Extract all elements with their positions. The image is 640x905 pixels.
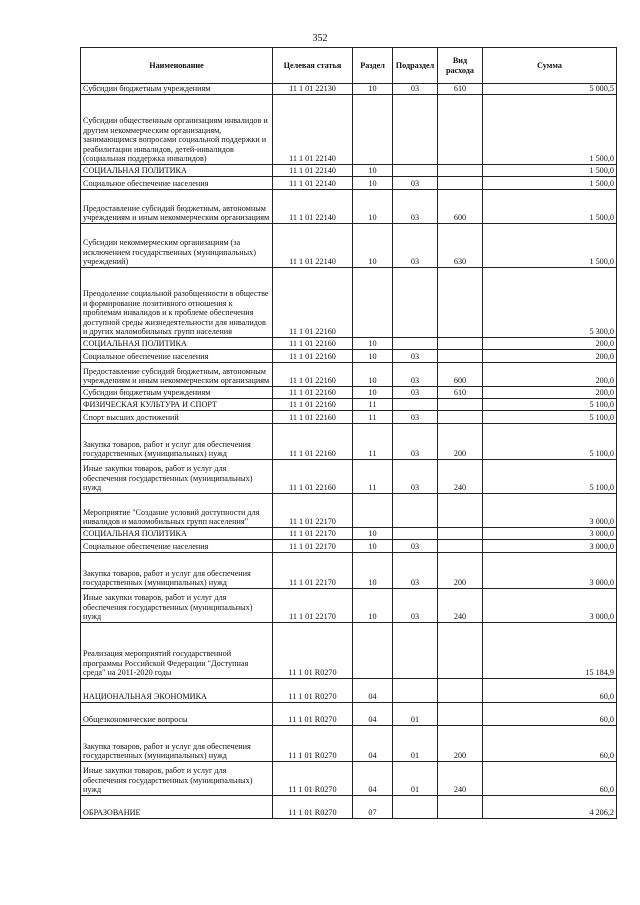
row-subsection: 03	[393, 350, 438, 363]
row-name: Закупка товаров, работ и услуг для обеспечения государственных (муниципальных) нужд	[81, 553, 273, 589]
row-sum: 3 000,0	[483, 528, 617, 540]
table-row	[81, 679, 617, 703]
table-row	[81, 623, 617, 679]
table-row	[81, 350, 617, 363]
row-section: 10	[353, 177, 393, 190]
row-section: 10	[353, 338, 393, 350]
row-sum: 1 500,0	[483, 190, 617, 224]
row-section: 04	[353, 762, 393, 796]
row-code: 11 1 01 22160	[273, 338, 353, 350]
header-section: Раздел	[353, 48, 393, 84]
row-name: Иные закупки товаров, работ и услуг для обеспечения государственных (муниципальных) нужд	[81, 762, 273, 796]
row-section: 10	[353, 553, 393, 589]
header-expense-type: Вид расхода	[438, 48, 483, 84]
table-row	[81, 84, 617, 95]
row-code: 11 1 01 22170	[273, 553, 353, 589]
row-code: 11 1 01 22170	[273, 494, 353, 528]
row-sum: 5 100,0	[483, 399, 617, 411]
row-name: ФИЗИЧЕСКАЯ КУЛЬТУРА И СПОРТ	[81, 399, 273, 411]
row-section: 11	[353, 399, 393, 411]
row-name: Социальное обеспечение населения	[81, 177, 273, 190]
row-name: Иные закупки товаров, работ и услуг для обеспечения государственных (муниципальных) нужд	[81, 589, 273, 623]
row-section: 10	[353, 84, 393, 95]
row-code: 11 1 01 22170	[273, 589, 353, 623]
row-expense-type	[438, 411, 483, 424]
table-row	[81, 540, 617, 553]
row-name: Спорт высших достижений	[81, 411, 273, 424]
row-code: 11 1 01 22160	[273, 411, 353, 424]
row-expense-type: 610	[438, 387, 483, 399]
row-code: 11 1 01 R0270	[273, 623, 353, 679]
row-subsection: 03	[393, 387, 438, 399]
row-expense-type	[438, 540, 483, 553]
row-code: 11 1 01 R0270	[273, 762, 353, 796]
row-sum: 1 500,0	[483, 177, 617, 190]
row-section: 10	[353, 528, 393, 540]
row-section: 11	[353, 424, 393, 460]
row-expense-type	[438, 703, 483, 726]
table-row	[81, 589, 617, 623]
row-sum: 4 206,2	[483, 796, 617, 819]
row-name: Преодоление социальной разобщенности в обществе и формирование позитивного отношения к проблемам инвалидов и к проблеме обеспечения доступной среды жизнедеятельности для инвалидов и других маломобильных групп населения	[81, 268, 273, 338]
table-row	[81, 399, 617, 411]
row-subsection: 01	[393, 726, 438, 762]
row-name: Предоставление субсидий бюджетным, автономным учреждениям и иным некоммерческим организациям	[81, 190, 273, 224]
row-subsection	[393, 796, 438, 819]
table-row	[81, 165, 617, 177]
row-code: 11 1 01 22140	[273, 177, 353, 190]
row-subsection: 03	[393, 224, 438, 268]
row-sum: 1 500,0	[483, 224, 617, 268]
table-row	[81, 796, 617, 819]
row-subsection: 03	[393, 460, 438, 494]
row-subsection	[393, 528, 438, 540]
row-sum: 3 000,0	[483, 540, 617, 553]
row-subsection: 03	[393, 553, 438, 589]
row-subsection: 03	[393, 540, 438, 553]
row-name: СОЦИАЛЬНАЯ ПОЛИТИКА	[81, 338, 273, 350]
row-section: 10	[353, 165, 393, 177]
header-code: Целевая статья	[273, 48, 353, 84]
table-row	[81, 726, 617, 762]
row-section: 10	[353, 589, 393, 623]
row-expense-type: 200	[438, 553, 483, 589]
row-subsection: 03	[393, 411, 438, 424]
table-row	[81, 95, 617, 165]
row-subsection	[393, 494, 438, 528]
row-section	[353, 95, 393, 165]
row-expense-type	[438, 95, 483, 165]
row-section: 04	[353, 726, 393, 762]
row-name: Предоставление субсидий бюджетным, автономным учреждениям и иным некоммерческим организациям	[81, 363, 273, 387]
row-name: Реализация мероприятий государственной программы Российской Федерации "Доступная среда" на 2011-2020 годы	[81, 623, 273, 679]
row-sum: 200,0	[483, 338, 617, 350]
row-expense-type	[438, 165, 483, 177]
row-sum: 3 000,0	[483, 494, 617, 528]
row-sum: 3 000,0	[483, 589, 617, 623]
row-subsection: 01	[393, 762, 438, 796]
row-name: Субсидии бюджетным учреждениям	[81, 387, 273, 399]
row-subsection	[393, 95, 438, 165]
row-code: 11 1 01 22140	[273, 95, 353, 165]
row-name: Субсидии общественным организациям инвалидов и другим некоммерческим организациям, занимающимся вопросами социальной поддержки и реабилитации инвалидов, детей-инвалидов (социальная поддержка инвалидов)	[81, 95, 273, 165]
table-row	[81, 177, 617, 190]
row-code: 11 1 01 22160	[273, 363, 353, 387]
row-sum: 1 500,0	[483, 95, 617, 165]
table-row	[81, 528, 617, 540]
row-section: 11	[353, 411, 393, 424]
row-expense-type: 600	[438, 363, 483, 387]
row-code: 11 1 01 22130	[273, 84, 353, 95]
table-row	[81, 494, 617, 528]
row-sum: 5 100,0	[483, 424, 617, 460]
row-code: 11 1 01 22140	[273, 224, 353, 268]
row-expense-type: 200	[438, 424, 483, 460]
row-code: 11 1 01 22160	[273, 350, 353, 363]
row-sum: 60,0	[483, 679, 617, 703]
row-sum: 60,0	[483, 726, 617, 762]
table-row	[81, 338, 617, 350]
row-expense-type	[438, 338, 483, 350]
header-sum: Сумма	[483, 48, 617, 84]
table-row	[81, 387, 617, 399]
row-name: Мероприятие "Создание условий доступности для инвалидов и маломобильных групп населения"	[81, 494, 273, 528]
table-row	[81, 224, 617, 268]
row-expense-type	[438, 494, 483, 528]
row-sum: 60,0	[483, 703, 617, 726]
row-section: 11	[353, 460, 393, 494]
row-name: Субсидии некоммерческим организациям (за исключением государственных (муниципальных) учреждений)	[81, 224, 273, 268]
row-expense-type	[438, 679, 483, 703]
row-code: 11 1 01 22140	[273, 165, 353, 177]
row-name: Иные закупки товаров, работ и услуг для обеспечения государственных (муниципальных) нужд	[81, 460, 273, 494]
row-expense-type	[438, 399, 483, 411]
row-expense-type	[438, 528, 483, 540]
row-sum: 200,0	[483, 387, 617, 399]
row-code: 11 1 01 R0270	[273, 679, 353, 703]
row-subsection	[393, 623, 438, 679]
table-row	[81, 460, 617, 494]
row-sum: 5 100,0	[483, 411, 617, 424]
row-code: 11 1 01 22140	[273, 190, 353, 224]
row-name: Закупка товаров, работ и услуг для обеспечения государственных (муниципальных) нужд	[81, 424, 273, 460]
page-number: 352	[312, 33, 328, 44]
row-name: НАЦИОНАЛЬНАЯ ЭКОНОМИКА	[81, 679, 273, 703]
row-sum: 1 500,0	[483, 165, 617, 177]
row-section: 04	[353, 703, 393, 726]
row-subsection: 03	[393, 177, 438, 190]
row-section	[353, 494, 393, 528]
table-row	[81, 762, 617, 796]
row-sum: 5 300,0	[483, 268, 617, 338]
row-subsection	[393, 338, 438, 350]
row-expense-type: 240	[438, 589, 483, 623]
row-section: 10	[353, 350, 393, 363]
row-sum: 3 000,0	[483, 553, 617, 589]
row-code: 11 1 01 R0270	[273, 703, 353, 726]
row-name: СОЦИАЛЬНАЯ ПОЛИТИКА	[81, 165, 273, 177]
row-code: 11 1 01 R0270	[273, 796, 353, 819]
table-row	[81, 411, 617, 424]
table-row	[81, 363, 617, 387]
row-subsection: 03	[393, 84, 438, 95]
row-name: Субсидии бюджетным учреждениям	[81, 84, 273, 95]
row-section: 10	[353, 387, 393, 399]
row-expense-type	[438, 268, 483, 338]
row-sum: 5 000,5	[483, 84, 617, 95]
row-expense-type: 630	[438, 224, 483, 268]
row-subsection: 03	[393, 363, 438, 387]
row-sum: 200,0	[483, 350, 617, 363]
table-row	[81, 424, 617, 460]
row-code: 11 1 01 22160	[273, 387, 353, 399]
table-row	[81, 703, 617, 726]
row-name: Социальное обеспечение населения	[81, 540, 273, 553]
row-name: Социальное обеспечение населения	[81, 350, 273, 363]
row-code: 11 1 01 22160	[273, 460, 353, 494]
row-name: СОЦИАЛЬНАЯ ПОЛИТИКА	[81, 528, 273, 540]
row-expense-type	[438, 796, 483, 819]
table-row	[81, 268, 617, 338]
row-code: 11 1 01 22160	[273, 399, 353, 411]
row-section: 10	[353, 190, 393, 224]
row-expense-type: 240	[438, 762, 483, 796]
table-header-row	[81, 48, 617, 84]
row-subsection	[393, 399, 438, 411]
row-section: 10	[353, 363, 393, 387]
row-name: Общеэкономические вопросы	[81, 703, 273, 726]
row-section: 04	[353, 679, 393, 703]
budget-table	[80, 47, 617, 819]
row-subsection	[393, 679, 438, 703]
row-sum: 15 184,9	[483, 623, 617, 679]
table-row	[81, 553, 617, 589]
row-sum: 5 100,0	[483, 460, 617, 494]
row-subsection	[393, 268, 438, 338]
row-code: 11 1 01 22160	[273, 424, 353, 460]
row-code: 11 1 01 22160	[273, 268, 353, 338]
row-name: ОБРАЗОВАНИЕ	[81, 796, 273, 819]
row-expense-type: 600	[438, 190, 483, 224]
row-subsection: 03	[393, 190, 438, 224]
row-expense-type: 240	[438, 460, 483, 494]
row-code: 11 1 01 22170	[273, 528, 353, 540]
header-name: Наименование	[81, 48, 273, 84]
row-expense-type: 200	[438, 726, 483, 762]
row-subsection: 03	[393, 424, 438, 460]
row-section: 07	[353, 796, 393, 819]
row-section: 10	[353, 224, 393, 268]
row-expense-type	[438, 350, 483, 363]
row-sum: 60,0	[483, 762, 617, 796]
row-expense-type	[438, 177, 483, 190]
row-section	[353, 623, 393, 679]
row-code: 11 1 01 R0270	[273, 726, 353, 762]
row-subsection: 01	[393, 703, 438, 726]
row-sum: 200,0	[483, 363, 617, 387]
row-code: 11 1 01 22170	[273, 540, 353, 553]
row-subsection	[393, 165, 438, 177]
row-subsection: 03	[393, 589, 438, 623]
header-subsection: Подраздел	[393, 48, 438, 84]
row-expense-type: 610	[438, 84, 483, 95]
row-section: 10	[353, 540, 393, 553]
row-expense-type	[438, 623, 483, 679]
table-row	[81, 190, 617, 224]
row-section	[353, 268, 393, 338]
row-name: Закупка товаров, работ и услуг для обеспечения государственных (муниципальных) нужд	[81, 726, 273, 762]
